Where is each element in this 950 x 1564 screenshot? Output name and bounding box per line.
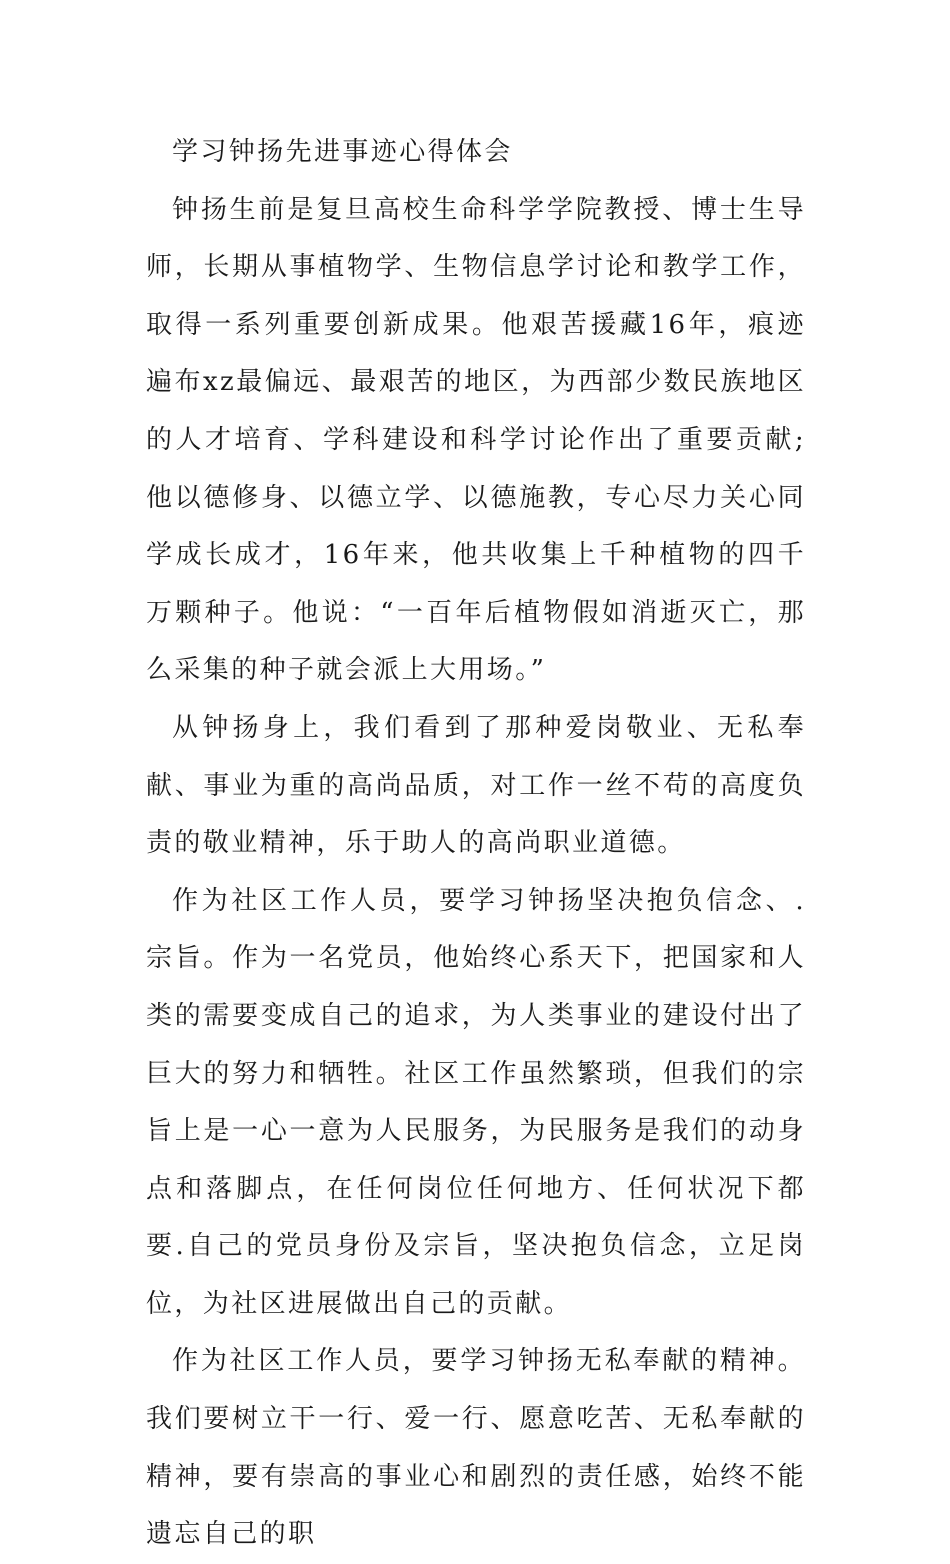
paragraph-2: 从钟扬身上，我们看到了那种爱岗敬业、无私奉献、事业为重的高尚品质，对工作一丝不苟的高度负责的敬业精神，乐于助人的高尚职业道德。 <box>146 712 806 859</box>
document-body <box>146 124 806 1564</box>
paragraph-4: 作为社区工作人员，要学习钟扬无私奉献的精神。我们要树立干一行、爱一行、愿意吃苦、无私奉献的精神，要有崇高的事业心和剧烈的责任感，始终不能遗忘自己的职 <box>146 1346 806 1550</box>
paragraph-1: 钟扬生前是复旦高校生命科学学院教授、博士生导师，长期从事植物学、生物信息学讨论和教学工作，取得一系列重要创新成果。他艰苦援藏16年，痕迹遍布xz最偏远、最艰苦的地区，为西部少数民族地区的人才培育、学科建设和科学讨论作出了重要贡献;他以德修身、以德立学、以德施教，专心尽力关心同学成长成才，16年来，他共收集上千种植物的四千万颗种子。他说：“一百年后植物假如消逝灭亡，那么采集的种子就会派上大用场。” <box>146 194 806 686</box>
document-title: 学习钟扬先进事迹心得体会 <box>172 137 513 167</box>
paragraph-3: 作为社区工作人员，要学习钟扬坚决抱负信念、.宗旨。作为一名党员，他始终心系天下，把国家和人类的需要变成自己的追求，为人类事业的建设付出了巨大的努力和牺牲。社区工作虽然繁琐，但我们的宗旨上是一心一意为人民服务，为民服务是我们的动身点和落脚点，在任何岗位任何地方、任何状况下都要.自己的党员身份及宗旨，坚决抱负信念，立足岗位，为社区进展做出自己的贡献。 <box>146 885 806 1319</box>
